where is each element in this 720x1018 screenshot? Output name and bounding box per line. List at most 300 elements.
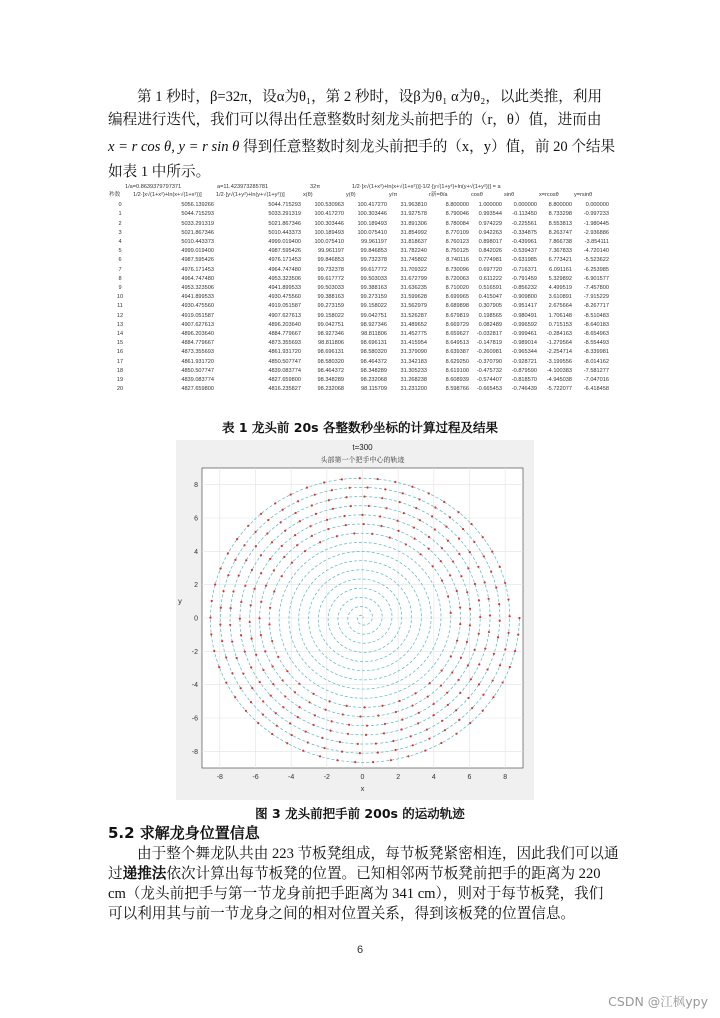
trajectory-point (257, 722, 259, 724)
column-header: 1/2·[x√(1+x²)+ln(x+√(1+x²))] (133, 192, 202, 198)
table-cell: -0.909800 (511, 294, 537, 301)
table-row (108, 302, 610, 311)
trajectory-point (266, 532, 268, 534)
trajectory-point (273, 569, 275, 571)
column-header: y(θ) (346, 192, 356, 198)
trajectory-point (250, 666, 252, 668)
trajectory-point (493, 653, 495, 655)
trajectory-point (271, 640, 273, 642)
trajectory-point (341, 751, 343, 753)
table-cell: -0.791459 (511, 275, 537, 282)
trajectory-point (444, 729, 446, 731)
table-cell: 19 (116, 377, 124, 384)
table-cell: 5056.139266 (181, 202, 214, 209)
trajectory-point (306, 486, 308, 488)
trajectory-point (309, 525, 311, 527)
table-cell: 8.608939 (445, 377, 469, 384)
y-tick-label: 8 (194, 482, 198, 490)
table-cell: 98.696131 (360, 340, 387, 347)
table-row (108, 385, 610, 394)
table-cell: 4907.627613 (181, 321, 214, 328)
table-cell: -0.989014 (511, 340, 537, 347)
trajectory-point (488, 631, 490, 633)
trajectory-point (443, 501, 445, 503)
table-cell: 4941.899533 (268, 285, 301, 292)
table-label: 32π (310, 184, 321, 190)
table-cell: -0.574407 (476, 377, 502, 384)
trajectory-point (447, 595, 449, 597)
trajectory-point (331, 489, 333, 491)
trajectory-point (383, 732, 385, 734)
trajectory-point (401, 719, 403, 721)
trajectory-point (379, 515, 381, 517)
trajectory-point (452, 560, 454, 562)
y-axis-label: y (178, 596, 182, 606)
table-cell: 98.464372 (317, 367, 344, 374)
trajectory-point (447, 704, 449, 706)
trajectory-point (345, 524, 347, 526)
trajectory-point (245, 710, 247, 712)
trajectory-point (225, 656, 227, 658)
table-cell: -3.854111 (584, 239, 609, 245)
trajectory-point (312, 693, 314, 695)
trajectory-point (296, 544, 298, 546)
column-header: y/π (389, 192, 398, 198)
table-cell: 3 (118, 229, 122, 236)
table-cell: 31.415954 (400, 340, 427, 347)
trajectory-point (214, 583, 216, 585)
trajectory-point (478, 633, 480, 635)
table-cell: 8.699965 (445, 294, 469, 301)
trajectory-point (366, 725, 368, 727)
table-cell: -0.965344 (511, 349, 537, 356)
table-cell: 8.639387 (445, 349, 469, 356)
table-cell: 99.042751 (317, 321, 344, 328)
trajectory-point (308, 701, 310, 703)
trajectory-point (271, 541, 273, 543)
trajectory-point (441, 670, 443, 672)
trajectory-point (244, 585, 246, 587)
table-cell: 99.617772 (360, 266, 387, 273)
table-cell: 31.379090 (400, 349, 427, 356)
trajectory-point (392, 740, 394, 742)
trajectory-point (239, 617, 241, 619)
table-cell: -0.631985 (511, 257, 537, 264)
trajectory-point (276, 725, 278, 727)
trajectory-point (447, 540, 449, 542)
x-tick-label: 4 (431, 774, 436, 781)
trajectory-point (346, 705, 348, 707)
trajectory-point (419, 553, 421, 555)
trajectory-point (514, 650, 516, 652)
trajectory-point (281, 545, 283, 547)
table-cell: 8.720063 (445, 275, 469, 282)
table-cell: 31.709322 (400, 266, 427, 273)
table-cell: 0.697720 (478, 266, 502, 273)
trajectory-point (446, 692, 448, 694)
trajectory-point (487, 598, 489, 600)
trajectory-point (412, 744, 414, 746)
table-cell: 5010.443373 (181, 239, 214, 245)
table-cell: 99.617772 (317, 275, 344, 282)
table-cell: 4964.747480 (268, 266, 301, 273)
trajectory-point (474, 583, 476, 585)
trajectory-point (403, 512, 405, 514)
trajectory-point (380, 525, 382, 527)
table-cell: -0.439961 (511, 239, 537, 245)
table-cell: 13 (116, 321, 124, 328)
trajectory-point (231, 672, 233, 674)
paragraph-line (108, 864, 614, 884)
trajectory-point (441, 580, 443, 582)
table-cell: 98.464372 (360, 358, 387, 365)
table-cell: 4850.507747 (268, 358, 301, 365)
table-row (108, 376, 610, 385)
y-tick-label: 2 (194, 582, 198, 590)
trajectory-point (359, 477, 361, 479)
trajectory-point (455, 733, 457, 735)
chart-title: t=300 (352, 443, 373, 452)
table-cell: 8.689898 (445, 303, 469, 310)
paragraph-line: 如表 1 中所示。 (108, 164, 211, 180)
trajectory-point (502, 681, 504, 683)
trajectory-point (456, 640, 458, 642)
trajectory-point (329, 729, 331, 731)
trajectory-point (460, 657, 462, 659)
table-cell: 5044.715293 (268, 202, 301, 209)
table-cell: -0.928721 (511, 358, 537, 365)
trajectory-point (297, 500, 299, 502)
column-header: x=rcosθ (539, 192, 559, 198)
trajectory-point (495, 587, 497, 589)
trajectory-point (507, 598, 509, 600)
trajectory-point (417, 722, 419, 724)
table-row (108, 201, 610, 210)
trajectory-point (429, 682, 431, 684)
trajectory-point (227, 552, 229, 554)
table-cell: 4884.779667 (268, 331, 301, 338)
trajectory-point (211, 600, 213, 602)
table-cell: 20 (116, 386, 124, 393)
table-body (108, 192, 610, 394)
table-cell: 4839.083774 (268, 367, 301, 374)
table-row (108, 247, 610, 256)
section-heading: 5.2 求解龙身位置信息 (108, 824, 260, 842)
trajectory-point (231, 641, 233, 643)
trajectory-point (473, 541, 475, 543)
table-cell: 99.158022 (360, 303, 387, 310)
trajectory-point (321, 737, 323, 739)
trajectory-point (396, 520, 398, 522)
table-cell: -8.339981 (583, 349, 609, 356)
table-cell: 31.342183 (400, 358, 427, 365)
table-cell: -0.818570 (511, 377, 537, 384)
trajectory-point (258, 617, 260, 619)
table-cell: 4953.323506 (181, 285, 214, 292)
trajectory-point (311, 535, 313, 537)
table-cell: -0.032817 (476, 331, 502, 338)
table-cell: 15 (116, 340, 124, 347)
table-cell: 0.516591 (478, 285, 502, 292)
trajectory-point (467, 697, 469, 699)
trajectory-point (270, 694, 272, 696)
table-cell: 4839.083774 (181, 377, 214, 384)
trajectory-point (298, 706, 300, 708)
trajectory-point (432, 565, 434, 567)
table-cell: 8.679819 (445, 312, 469, 319)
table-cell: 1 (118, 211, 122, 218)
trajectory-point (282, 509, 284, 511)
trajectory-point (407, 755, 409, 757)
trajectory-point (441, 547, 443, 549)
table-cell: 31.231200 (400, 386, 427, 393)
table-row (108, 210, 610, 219)
trajectory-point (459, 692, 461, 694)
paragraph-line: 编程进行迭代，我们可以得出任意整数时刻龙头前把手的（r，θ）值，进而由 (108, 112, 602, 128)
table-row (108, 266, 610, 275)
table-row (108, 256, 610, 265)
x-tick-label: 0 (360, 774, 365, 781)
table-cell: -8.510483 (583, 312, 609, 319)
table-cell: 4861.931720 (181, 358, 214, 365)
trajectory-point (517, 634, 519, 636)
table-cell: 98.580320 (360, 349, 387, 356)
trajectory-point (363, 706, 365, 708)
table-cell: 8.760123 (445, 239, 469, 245)
table-cell: 98.811806 (360, 331, 387, 338)
table-cell: 5033.291319 (268, 211, 301, 218)
table-cell: 4976.171453 (181, 266, 214, 273)
table-cell: -7.915229 (583, 294, 609, 301)
table-cell: -8.554493 (583, 340, 609, 347)
trajectory-point (307, 741, 309, 743)
table-cell: 98.348289 (317, 377, 344, 384)
trajectory-figure (176, 440, 534, 800)
trajectory-point (323, 481, 325, 483)
trajectory-point (371, 533, 373, 535)
table-cell: 0 (118, 202, 122, 209)
table-cell: 31.305233 (400, 367, 427, 374)
table-cell: 4.499519 (548, 285, 572, 292)
table-cell: 4827.659800 (268, 377, 301, 384)
table-cell: 8.790046 (445, 211, 469, 218)
trajectory-point (232, 590, 234, 592)
table-cell: 4953.323506 (268, 275, 301, 282)
table-cell: 31.268238 (400, 377, 427, 384)
trajectory-point (415, 507, 417, 509)
trajectory-point (277, 656, 279, 658)
table-cell: -6.418458 (583, 386, 609, 393)
table-cell: -0.475732 (476, 367, 502, 374)
table-cell: 8.619100 (445, 367, 469, 374)
trajectory-point (440, 742, 442, 744)
table-cell: -0.370790 (476, 358, 502, 365)
table-cell: 10 (116, 294, 124, 301)
table-cell: 0.000000 (513, 202, 537, 209)
table-cell: -3.199556 (546, 358, 572, 365)
table-cell: 17 (116, 358, 124, 365)
trajectory-point (499, 664, 501, 666)
trajectory-point (489, 614, 491, 616)
table-cell: 31.672799 (400, 275, 427, 282)
trajectory-point (431, 515, 433, 517)
trajectory-point (269, 558, 271, 560)
table-cell: -0.113450 (512, 211, 537, 218)
trajectory-point (343, 515, 345, 517)
trajectory-point (336, 759, 338, 761)
table-cell: 98.811806 (317, 340, 344, 347)
trajectory-point (290, 493, 292, 495)
trajectory-point (499, 566, 501, 568)
table-caption: 表 1 龙头前 20s 各整数秒坐标的计算过程及结果 (222, 420, 498, 435)
trajectory-point (218, 666, 220, 668)
table-cell: 4816.235827 (268, 386, 301, 393)
trajectory-point (294, 691, 296, 693)
table-cell: -0.997233 (583, 211, 609, 218)
table-cell: 98.232068 (360, 377, 387, 384)
column-header: y=rsinθ (574, 192, 593, 198)
column-header: 1/2·[y√(1+y²)+ln(y+√(1+y²))] (216, 192, 285, 198)
trajectory-point (245, 559, 247, 561)
trajectory-point (484, 647, 486, 649)
table-cell: -5.722077 (546, 386, 572, 393)
table-cell: -8.267717 (583, 303, 609, 310)
trajectory-point (469, 551, 471, 553)
table-cell: 99.042751 (360, 312, 387, 319)
x-tick-label: -2 (323, 774, 330, 781)
paragraph-line: 可以利用其与前一节龙身之间的相对位置关系，得到该板凳的位置信息。 (108, 906, 576, 922)
trajectory-point (230, 607, 232, 609)
trajectory-point (272, 683, 274, 685)
table-row (108, 284, 610, 293)
trajectory-point (284, 530, 286, 532)
table-cell: -4.100383 (546, 367, 572, 374)
trajectory-point (336, 535, 338, 537)
trajectory-point (509, 666, 511, 668)
trajectory-point (518, 617, 520, 619)
trajectory-point (267, 519, 269, 521)
trajectory-point (384, 723, 386, 725)
trajectory-point (236, 657, 238, 659)
trajectory-point (236, 538, 238, 540)
trajectory-point (381, 497, 383, 499)
table-cell: 99.388163 (317, 294, 344, 301)
trajectory-point (271, 665, 273, 667)
table-cell: 2.675664 (548, 303, 572, 310)
table-cell: 0.898017 (478, 239, 502, 245)
table-cell: 31.818637 (400, 239, 427, 245)
table-row (108, 220, 610, 229)
table-cell: -0.996592 (511, 321, 537, 328)
table-cell: 4999.019400 (268, 239, 301, 245)
table-cell: 4884.779667 (181, 340, 214, 347)
table-cell: 5044.715293 (181, 211, 214, 218)
trajectory-point (327, 528, 329, 530)
trajectory-point (507, 632, 509, 634)
table-cell: 100.417270 (357, 202, 387, 209)
trajectory-point (297, 716, 299, 718)
trajectory-point (313, 724, 315, 726)
page-number: 6 (356, 944, 364, 956)
table-cell: 31.891306 (400, 220, 427, 227)
table-cell: -0.980491 (511, 312, 537, 319)
table-cell: -5.523622 (583, 257, 609, 264)
x-tick-label: 6 (467, 774, 472, 781)
trajectory-point (291, 734, 293, 736)
table-cell: 0.774981 (478, 257, 502, 264)
table-cell: 99.503033 (360, 275, 387, 282)
trajectory-point (326, 519, 328, 521)
table-cell: -0.147819 (476, 340, 502, 347)
trajectory-point (286, 742, 288, 744)
trajectory-point (262, 714, 264, 716)
table-cell: 99.846853 (360, 248, 387, 255)
table-cell: 100.303446 (314, 220, 344, 227)
trajectory-point (255, 654, 257, 656)
trajectory-point (240, 687, 242, 689)
trajectory-point (331, 720, 333, 722)
trajectory-point (269, 607, 271, 609)
trajectory-point (219, 623, 221, 625)
trajectory-point (492, 696, 494, 698)
trajectory-point (361, 514, 363, 516)
table-cell: 98.927346 (317, 331, 344, 338)
trajectory-point (240, 634, 242, 636)
trajectory-point (347, 733, 349, 735)
table-cell: 100.075410 (357, 229, 387, 236)
trajectory-point (491, 550, 493, 552)
trajectory-point (366, 486, 368, 488)
table-cell: -4.945038 (546, 377, 572, 384)
trajectory-point (458, 679, 460, 681)
trajectory-point (283, 556, 285, 558)
table-row (108, 293, 610, 302)
trajectory-point (280, 521, 282, 523)
trajectory-point (222, 590, 224, 592)
trajectory-point (227, 574, 229, 576)
table-cell: 99.732378 (360, 257, 387, 264)
table-cell: 5021.867346 (268, 220, 301, 227)
trajectory-point (234, 696, 236, 698)
table-cell: 31.927578 (400, 211, 427, 218)
table-cell: 100.189493 (314, 229, 344, 236)
table-cell: 1.000000 (478, 202, 502, 209)
table-cell: 8.800000 (548, 202, 572, 209)
trajectory-chart (176, 440, 534, 800)
trajectory-point (497, 636, 499, 638)
table-cell: 9 (118, 285, 122, 292)
x-tick-label: -4 (288, 774, 295, 781)
table-cell: -0.856232 (511, 285, 537, 292)
trajectory-point (413, 537, 415, 539)
trajectory-point (255, 545, 257, 547)
y-tick-label: -6 (191, 715, 198, 723)
trajectory-point (413, 526, 415, 528)
table-cell: -6.253985 (583, 266, 609, 273)
trajectory-point (504, 582, 506, 584)
trajectory-point (234, 559, 236, 561)
trajectory-point (478, 683, 480, 685)
trajectory-point (419, 519, 421, 521)
table-cell: 8.740116 (446, 257, 469, 264)
table-cell: 99.503033 (317, 285, 344, 292)
table-cell: 100.189493 (357, 220, 387, 227)
table-cell: 14 (116, 331, 124, 338)
trajectory-point (213, 650, 215, 652)
trajectory-point (314, 714, 316, 716)
trajectory-point (411, 704, 413, 706)
trajectory-point (398, 530, 400, 532)
